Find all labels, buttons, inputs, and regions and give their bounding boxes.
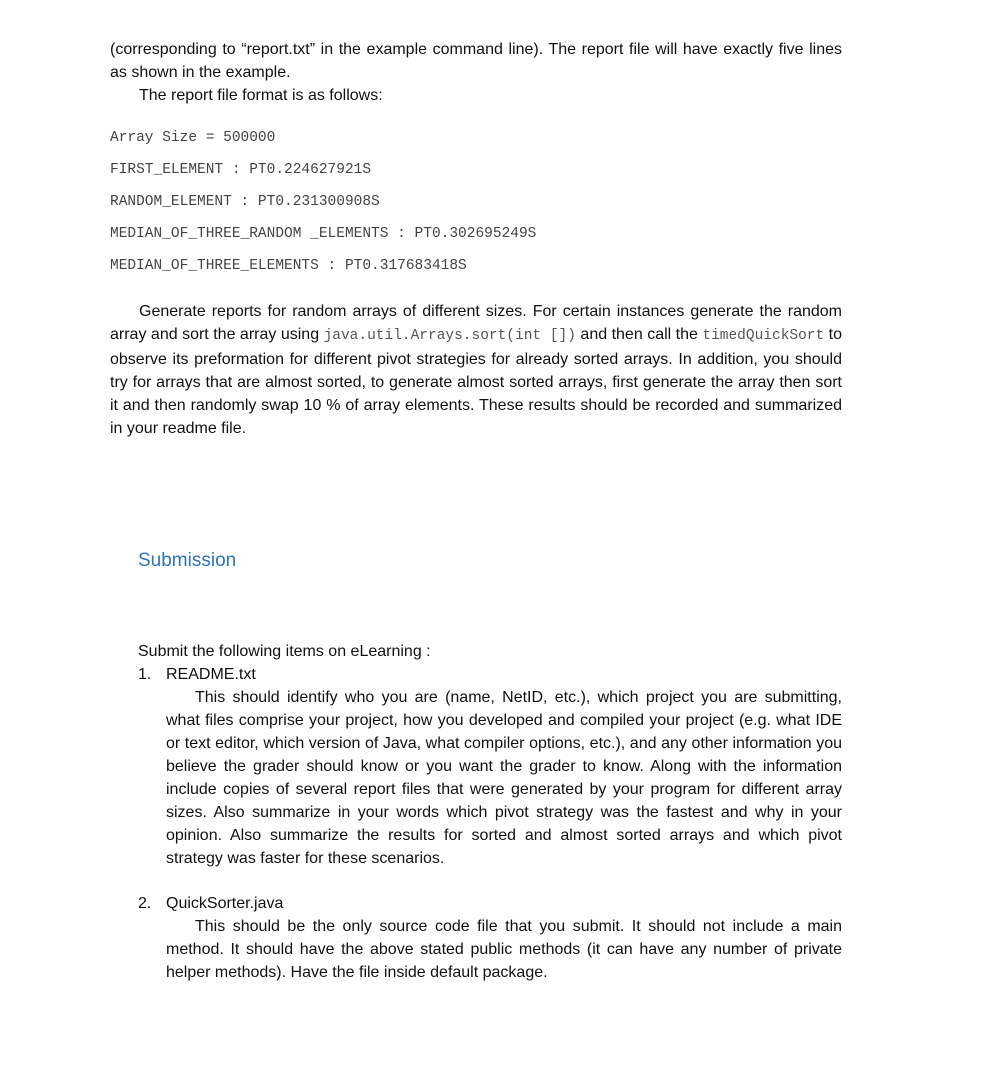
generate-text-3: to observe its preformation for different pivot strategies for already sorted arrays. In addition, you should try for arrays that are almost sorted, to generate almost sorted arrays, first generate the array then sort it and then randomly swap 10 % of array elements. These results should be recorded and summarized in your readme file. bbox=[110, 326, 843, 437]
intro-line-1: (corresponding to “report.txt” in the example command line). The report file will have exactly five lines as shown in the example. bbox=[110, 41, 842, 81]
list-item-description: This should be the only source code file that you submit. It should not include a main method. It should have the above stated public methods (it can have any number of private helper methods). Have the file inside default package. bbox=[166, 918, 842, 981]
intro-line-2: The report file format is as follows: bbox=[139, 87, 383, 104]
list-item-readme-description bbox=[166, 686, 842, 870]
list-item-description: This should identify who you are (name, NetID, etc.), which project you are submitting, what files comprise your project, how you developed and compiled your project (e.g. what IDE or text editor, which version of Java, what compiler options, etc.), and any other information you believe the grader should know or you want the grader to know. Along with the information include copies of several report files that were generated by your program for different array sizes. Also summarize in your words which pivot strategy was the fastest and why in your opinion. Also summarize the results for sorted and almost sorted arrays and which pivot strategy was faster for these scenarios. bbox=[166, 689, 842, 867]
generate-text-2: and then call the bbox=[575, 326, 703, 343]
list-number: 1. bbox=[138, 666, 152, 683]
list-item-title: README.txt bbox=[166, 666, 256, 683]
report-line-median-three: MEDIAN_OF_THREE_ELEMENTS : PT0.317683418S bbox=[110, 258, 467, 274]
list-number: 2. bbox=[138, 895, 152, 912]
code-arrays-sort: java.util.Arrays.sort(int []) bbox=[323, 328, 576, 344]
submission-intro: Submit the following items on eLearning : bbox=[138, 643, 431, 660]
report-line-median-random: MEDIAN_OF_THREE_RANDOM _ELEMENTS : PT0.302695249S bbox=[110, 226, 537, 242]
code-timed-quicksort: timedQuickSort bbox=[702, 328, 825, 344]
generate-text-1: Generate reports for random arrays of different sizes. For certain instances generate the random array and sort the array using bbox=[110, 303, 842, 343]
list-item-quicksorter-description bbox=[166, 915, 842, 984]
report-line-random-element: RANDOM_ELEMENT : PT0.231300908S bbox=[110, 194, 380, 210]
generate-paragraph bbox=[110, 300, 842, 440]
report-line-array-size: Array Size = 500000 bbox=[110, 130, 276, 146]
submission-heading: Submission bbox=[138, 550, 237, 571]
list-item-readme-title bbox=[138, 663, 842, 686]
list-item-title: QuickSorter.java bbox=[166, 895, 284, 912]
report-line-first-element: FIRST_ELEMENT : PT0.224627921S bbox=[110, 162, 372, 178]
list-item-quicksorter-title bbox=[138, 892, 842, 915]
intro-paragraph bbox=[110, 38, 842, 107]
